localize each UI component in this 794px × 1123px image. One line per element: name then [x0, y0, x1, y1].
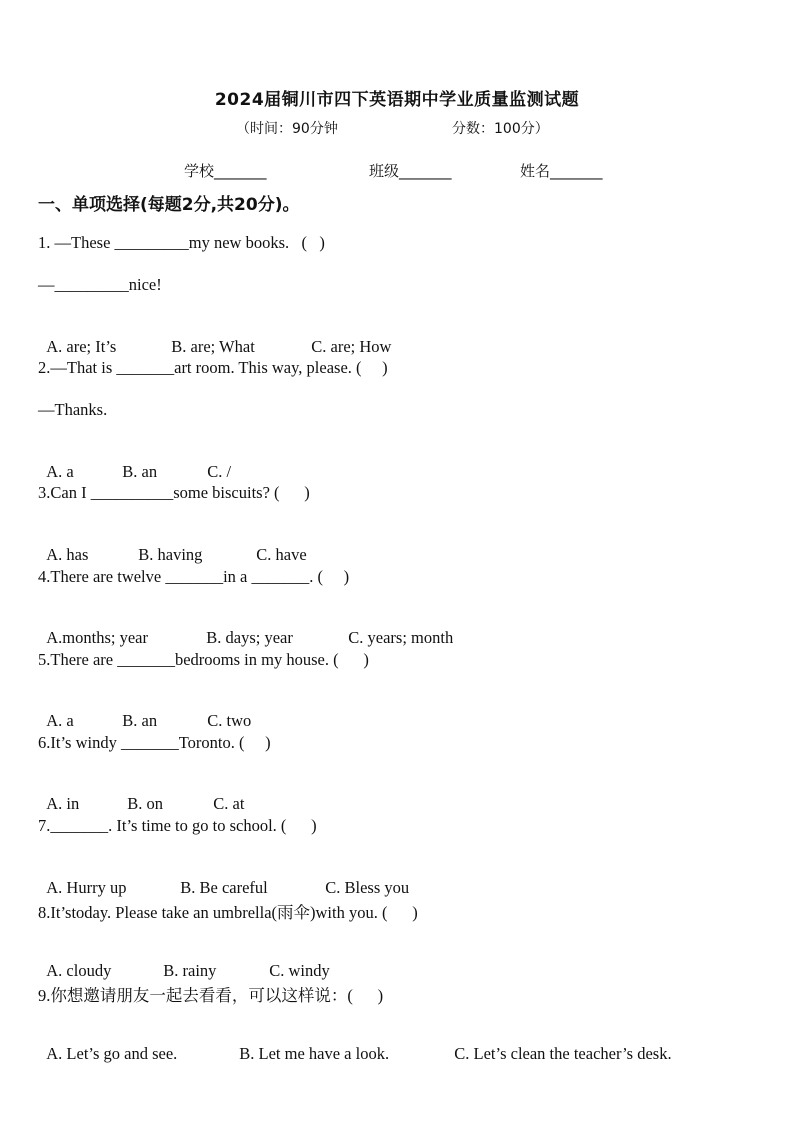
question-1-options [38, 317, 391, 357]
option-b: B. rainy [163, 961, 217, 980]
option-a: A. Hurry up [46, 878, 127, 897]
option-a: A. has [46, 545, 89, 564]
name-field: 姓名_______ [520, 162, 603, 180]
question-2-options [38, 442, 231, 482]
question-8-stem: 8.It’stoday. Please take an umbrella(雨伞)with you. ( ) [38, 903, 418, 922]
question-5-stem: 5.There are _______bedrooms in my house. ( ) [38, 650, 369, 669]
option-b: B. an [122, 711, 158, 730]
school-field: 学校_______ [184, 162, 267, 180]
option-c: C. two [207, 711, 252, 730]
class-field: 班级_______ [369, 162, 452, 180]
option-a: A. in [46, 794, 80, 813]
option-c: C. years; month [348, 628, 454, 647]
question-3-options [38, 525, 307, 565]
option-b: B. are; What [171, 337, 255, 356]
question-8-options [38, 941, 330, 981]
option-b: B. Be careful [180, 878, 268, 897]
option-b: B. an [122, 462, 158, 481]
option-a: A.months; year [46, 628, 148, 647]
question-6-stem: 6.It’s windy _______Toronto. ( ) [38, 733, 271, 752]
option-b: B. Let me have a look. [239, 1044, 390, 1063]
question-9-stem: 9.你想邀请朋友一起去看看，可以这样说：( ) [38, 986, 384, 1005]
option-c: C. / [207, 462, 232, 481]
option-c: C. Let’s clean the teacher’s desk. [454, 1044, 672, 1063]
exam-title: 2024届铜川市四下英语期中学业质量监测试题 [214, 90, 580, 110]
option-b: B. having [138, 545, 203, 564]
section-heading: 一、单项选择(每题2分,共20分)。 [38, 195, 300, 215]
option-c: C. are; How [311, 337, 392, 356]
question-1-reply: —_________nice! [38, 275, 162, 294]
exam-score: 分数：100分） [452, 121, 549, 137]
question-3-stem: 3.Can I __________some biscuits? ( ) [38, 483, 310, 502]
question-1-stem: 1. —These _________my new books. ( ) [38, 233, 325, 252]
question-7-stem: 7._______. It’s time to go to school. ( ) [38, 816, 317, 835]
option-c: C. at [213, 794, 245, 813]
option-c: C. Bless you [325, 878, 410, 897]
question-9-options [38, 1024, 672, 1064]
question-2-reply: —Thanks. [38, 400, 108, 419]
question-7-options [38, 858, 409, 898]
question-6-options [38, 774, 244, 814]
option-b: B. on [127, 794, 164, 813]
question-4-stem: 4.There are twelve _______in a _______. ( ) [38, 567, 350, 586]
exam-time: （时间：90分钟 [236, 121, 338, 137]
option-a: A. a [46, 711, 74, 730]
option-b: B. days; year [206, 628, 293, 647]
option-c: C. have [256, 545, 307, 564]
option-a: A. are; It’s [46, 337, 117, 356]
option-a: A. a [46, 462, 74, 481]
option-c: C. windy [269, 961, 330, 980]
option-a: A. cloudy [46, 961, 112, 980]
question-2-stem: 2.—That is _______art room. This way, please. ( ) [38, 358, 388, 377]
option-a: A. Let’s go and see. [46, 1044, 178, 1063]
question-4-options [38, 608, 453, 648]
question-5-options [38, 691, 251, 731]
